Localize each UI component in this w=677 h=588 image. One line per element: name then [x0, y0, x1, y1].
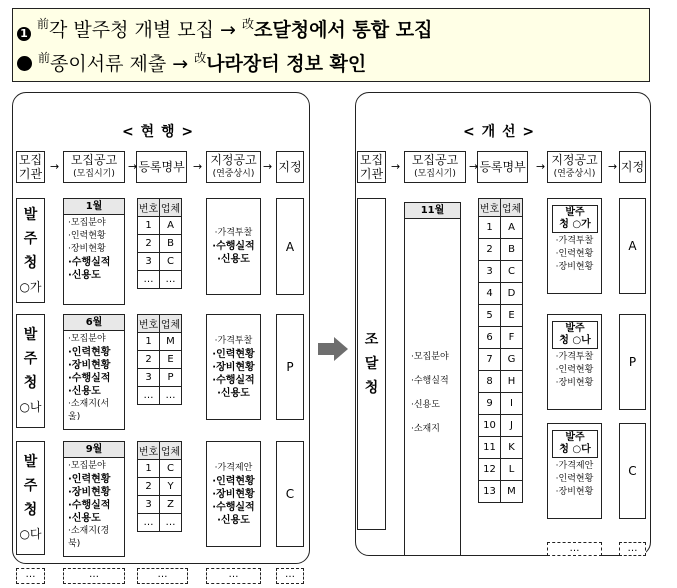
registry-cell: 6	[479, 327, 501, 349]
designation-notice-box	[547, 198, 602, 294]
registry-table	[478, 198, 523, 503]
registry-cell: …	[138, 514, 160, 532]
recruit-item: ·모집분야	[411, 352, 449, 362]
designation-item: ·장비현황	[555, 378, 594, 388]
recruit-notice-box	[63, 441, 125, 557]
registry-header-cell: 번호	[479, 199, 501, 217]
table-row	[479, 415, 523, 437]
before-tag: 前	[38, 51, 51, 65]
registry-header-row	[479, 199, 523, 217]
column-header-sub: (연중상시)	[553, 169, 596, 179]
registry-header-cell: 업체	[160, 442, 182, 460]
registry-header-cell: 번호	[138, 442, 160, 460]
org-char: 주	[23, 351, 38, 367]
table-row	[479, 261, 523, 283]
designation-item: ·인력현황	[555, 249, 594, 259]
column-header-sub: (연중상시)	[212, 169, 255, 179]
org-char: 조	[364, 332, 379, 348]
more-dots: …	[206, 568, 261, 584]
column-header-label: 기관	[359, 167, 384, 181]
column-header-sub: (모집시기)	[414, 169, 456, 179]
org-char: 발	[23, 454, 38, 470]
arrow-right-icon: →	[263, 160, 273, 173]
designated-box: C	[619, 423, 646, 519]
table-row	[138, 271, 182, 289]
recruit-item: ·수행실적	[68, 257, 111, 268]
designation-notice-box	[206, 198, 261, 295]
table-row	[138, 217, 182, 235]
registry-cell: A	[160, 217, 182, 235]
registry-cell: M	[160, 333, 182, 351]
recruit-item: ·모집분야	[68, 334, 106, 344]
recruit-item: ·신용도	[411, 400, 440, 410]
registry-table	[137, 441, 182, 532]
registry-cell: …	[160, 387, 182, 405]
agency-badge-line: 발주	[565, 432, 585, 443]
designation-item: ·가격제안	[214, 462, 253, 473]
registry-cell: A	[501, 217, 523, 239]
registry-cell: 3	[479, 261, 501, 283]
column-header-label: 모집	[18, 153, 43, 167]
registry-cell: J	[501, 415, 523, 437]
recruit-items	[64, 458, 124, 553]
org-char: 청	[23, 502, 38, 518]
designated-box: P	[619, 314, 646, 410]
designation-notice-box	[547, 423, 602, 519]
recruit-item: ·소재지(경북)	[68, 526, 110, 549]
table-row	[138, 253, 182, 271]
registry-cell: 5	[479, 305, 501, 327]
registry-header-cell: 번호	[138, 315, 160, 333]
table-row	[138, 460, 182, 478]
registry-cell: K	[501, 437, 523, 459]
agency-badge-line: 청 ○가	[559, 219, 591, 230]
column-header-label: 모집공고	[411, 153, 459, 167]
table-row	[479, 239, 523, 261]
arrow-text: →	[214, 19, 242, 41]
org-char: 청	[23, 254, 38, 271]
designation-item: ·장비현황	[212, 361, 255, 373]
summary-line-1	[17, 15, 432, 42]
registry-header-cell: 번호	[138, 199, 160, 217]
arrow-right-icon: →	[608, 160, 618, 173]
registry-cell: F	[501, 327, 523, 349]
current-panel-title: < 현 행 >	[122, 124, 195, 140]
agency-badge-line: 발주	[565, 207, 585, 218]
designation-item: ·수행실적	[212, 374, 255, 386]
table-row	[479, 283, 523, 305]
designation-notice-box	[547, 314, 602, 410]
registry-cell: E	[501, 305, 523, 327]
column-header-label: 모집공고	[70, 153, 118, 167]
column-header	[357, 151, 386, 183]
bullet-number: 1	[17, 27, 31, 41]
org-box	[16, 441, 45, 555]
designated-box: P	[276, 314, 304, 420]
agency-badge	[552, 205, 598, 233]
designated-box: A	[619, 198, 646, 294]
designated-box: C	[276, 441, 304, 547]
column-header-label: 지정공고	[551, 153, 598, 167]
recruit-notice-box	[63, 198, 125, 305]
registry-cell: 2	[138, 478, 160, 496]
org-char: 발	[23, 327, 38, 343]
org-mark: ○가	[19, 279, 42, 294]
registry-cell: …	[138, 271, 160, 289]
table-row	[479, 349, 523, 371]
more-dots: …	[619, 542, 646, 556]
column-header	[404, 151, 466, 183]
registry-cell: C	[501, 261, 523, 283]
before-text: 종이서류 제출	[50, 53, 167, 75]
registry-cell: I	[501, 393, 523, 415]
designation-item: ·신용도	[217, 387, 250, 399]
registry-cell: 3	[138, 253, 160, 271]
recruit-item: ·모집분야	[68, 461, 106, 471]
more-dots: …	[137, 568, 188, 584]
registry-cell: 1	[479, 217, 501, 239]
designation-item: ·인력현황	[555, 365, 594, 375]
recruit-item: ·신용도	[68, 386, 101, 397]
column-header-label: 지정	[278, 160, 302, 174]
table-row	[138, 333, 182, 351]
registry-cell: B	[160, 235, 182, 253]
org-box	[357, 198, 386, 530]
recruit-month: 1월	[64, 199, 124, 215]
more-dots: …	[16, 568, 45, 584]
after-text: 나라장터 정보 확인	[206, 53, 367, 75]
registry-cell: 1	[138, 217, 160, 235]
after-tag: 改	[194, 51, 207, 65]
big-arrow-icon	[318, 337, 348, 361]
recruit-notice-box	[404, 202, 461, 556]
recruit-item: ·인력현황	[68, 347, 111, 358]
table-row	[138, 478, 182, 496]
org-mark: ○나	[19, 400, 42, 414]
improved-panel-title: < 개 선 >	[463, 124, 536, 140]
registry-cell: …	[160, 271, 182, 289]
recruit-item: ·모집분야	[68, 218, 106, 228]
designation-item: ·인력현황	[212, 348, 255, 360]
designation-item: ·가격투찰	[214, 228, 253, 238]
recruit-item: ·인력현황	[68, 474, 111, 485]
column-header	[477, 151, 528, 183]
arrow-right-icon: →	[391, 160, 401, 173]
registry-cell: 13	[479, 481, 501, 503]
registry-cell: 12	[479, 459, 501, 481]
registry-header-row	[138, 315, 182, 333]
org-char: 청	[23, 375, 38, 391]
designation-item: ·신용도	[217, 254, 250, 265]
column-header	[547, 151, 602, 183]
registry-cell: Z	[160, 496, 182, 514]
recruit-month: 6월	[64, 315, 124, 331]
recruit-items	[407, 343, 453, 443]
registry-cell: D	[501, 283, 523, 305]
arrow-right-icon: →	[193, 160, 203, 173]
registry-table	[137, 314, 182, 405]
registry-cell: C	[160, 253, 182, 271]
registry-header-cell: 업체	[501, 199, 523, 217]
designation-item: ·인력현황	[555, 474, 594, 484]
registry-cell: L	[501, 459, 523, 481]
column-header	[63, 151, 125, 183]
arrow-right-icon: →	[469, 160, 479, 173]
registry-cell: 9	[479, 393, 501, 415]
column-header	[619, 151, 646, 183]
table-row	[479, 437, 523, 459]
registry-cell: 10	[479, 415, 501, 437]
designation-item: ·수행실적	[212, 241, 255, 252]
column-header	[206, 151, 261, 183]
recruit-month: 9월	[64, 442, 124, 458]
column-header-label: 모집	[359, 153, 384, 167]
registry-cell: …	[138, 387, 160, 405]
more-dots: …	[276, 568, 304, 584]
registry-cell: Y	[160, 478, 182, 496]
recruit-item: ·소재지	[411, 424, 440, 434]
org-char: 청	[364, 380, 379, 396]
registry-header-cell: 업체	[160, 315, 182, 333]
registry-cell: C	[160, 460, 182, 478]
registry-cell: G	[501, 349, 523, 371]
recruit-item: ·인력현황	[68, 231, 106, 241]
designation-item: ·수행실적	[212, 501, 255, 513]
agency-badge-line: 청 ○다	[559, 444, 591, 455]
table-row	[138, 387, 182, 405]
registry-cell: P	[160, 369, 182, 387]
table-row	[479, 481, 523, 503]
table-row	[138, 496, 182, 514]
designation-item: ·가격투찰	[555, 352, 594, 362]
column-header-label: 지정공고	[210, 153, 257, 167]
column-header-label: 기관	[18, 167, 43, 181]
designation-item: ·가격투찰	[555, 236, 594, 246]
designation-item: ·장비현황	[555, 262, 594, 272]
recruit-item: ·수행실적	[68, 373, 111, 384]
arrow-right-icon: →	[536, 160, 546, 173]
registry-cell: 8	[479, 371, 501, 393]
summary-header	[12, 8, 650, 82]
registry-cell: M	[501, 481, 523, 503]
before-text: 각 발주청	[49, 19, 129, 41]
recruit-item: ·장비현황	[68, 487, 111, 498]
recruit-month: 11월	[405, 203, 460, 219]
column-header-sub: (모집시기)	[73, 169, 115, 179]
after-tag: 改	[242, 17, 255, 31]
column-header-label: 등록명부	[138, 160, 185, 174]
registry-cell: B	[501, 239, 523, 261]
designation-item: ·장비현황	[555, 487, 594, 497]
org-box	[16, 198, 45, 303]
before-text-mid: 개별	[128, 19, 178, 41]
registry-cell: E	[160, 351, 182, 369]
column-header	[136, 151, 187, 183]
table-row	[479, 459, 523, 481]
summary-line-2	[17, 49, 366, 76]
registry-cell: …	[160, 514, 182, 532]
column-header	[276, 151, 304, 183]
recruit-notice-box	[63, 314, 125, 430]
table-row	[479, 371, 523, 393]
designation-item: ·신용도	[217, 514, 250, 526]
before-text-end: 모집	[177, 19, 214, 41]
designation-item: ·장비현황	[212, 488, 255, 500]
registry-cell: H	[501, 371, 523, 393]
table-row	[138, 514, 182, 532]
agency-badge-line: 청 ○나	[559, 335, 591, 346]
registry-header-row	[138, 199, 182, 217]
recruit-items	[64, 331, 124, 426]
org-box	[16, 314, 45, 428]
registry-cell: 2	[138, 351, 160, 369]
registry-cell: 1	[138, 460, 160, 478]
arrow-text: →	[166, 53, 195, 75]
designation-item: ·인력현황	[212, 475, 255, 487]
column-header	[16, 151, 45, 183]
table-row	[138, 235, 182, 253]
registry-cell: 4	[479, 283, 501, 305]
registry-header-row	[138, 442, 182, 460]
designated-box: A	[276, 198, 304, 295]
recruit-item: ·신용도	[68, 513, 101, 524]
after-text: 조달청에서 통합 모집	[254, 19, 433, 41]
org-char: 주	[23, 230, 38, 247]
registry-table	[137, 198, 182, 289]
designation-notice-box	[206, 314, 261, 420]
designation-item: ·가격제안	[555, 461, 594, 471]
table-row	[479, 393, 523, 415]
registry-cell: 1	[138, 333, 160, 351]
registry-header-cell: 업체	[160, 199, 182, 217]
column-header-label: 등록명부	[479, 160, 526, 174]
org-mark: ○다	[19, 527, 42, 541]
agency-badge	[552, 321, 598, 349]
registry-cell: 11	[479, 437, 501, 459]
table-row	[479, 305, 523, 327]
recruit-item: ·장비현황	[68, 360, 111, 371]
designation-item: ·가격투찰	[214, 335, 253, 346]
registry-cell: 3	[138, 369, 160, 387]
org-char: 주	[23, 478, 38, 494]
arrow-right-icon: →	[50, 160, 60, 173]
table-row	[138, 369, 182, 387]
table-row	[479, 327, 523, 349]
registry-cell: 2	[479, 239, 501, 261]
recruit-item: ·수행실적	[68, 500, 111, 511]
more-dots: …	[63, 568, 125, 584]
agency-badge	[552, 430, 598, 458]
registry-cell: 2	[138, 235, 160, 253]
table-row	[479, 217, 523, 239]
org-char: 발	[23, 206, 38, 223]
recruit-item: ·수행실적	[411, 376, 449, 386]
registry-cell: 3	[138, 496, 160, 514]
org-char: 달	[364, 356, 379, 372]
recruit-item: ·소재지(서울)	[68, 399, 110, 422]
designation-notice-box	[206, 441, 261, 547]
recruit-item: ·장비현황	[68, 244, 106, 254]
registry-cell: 7	[479, 349, 501, 371]
arrow-right-icon: →	[128, 160, 138, 173]
column-header-label: 지정	[620, 160, 645, 174]
bullet-dot	[17, 56, 32, 71]
recruit-items	[64, 215, 124, 284]
table-row	[138, 351, 182, 369]
more-dots: …	[547, 542, 602, 556]
recruit-item: ·신용도	[68, 270, 101, 281]
agency-badge-line: 발주	[565, 323, 585, 334]
before-tag: 前	[37, 17, 50, 31]
